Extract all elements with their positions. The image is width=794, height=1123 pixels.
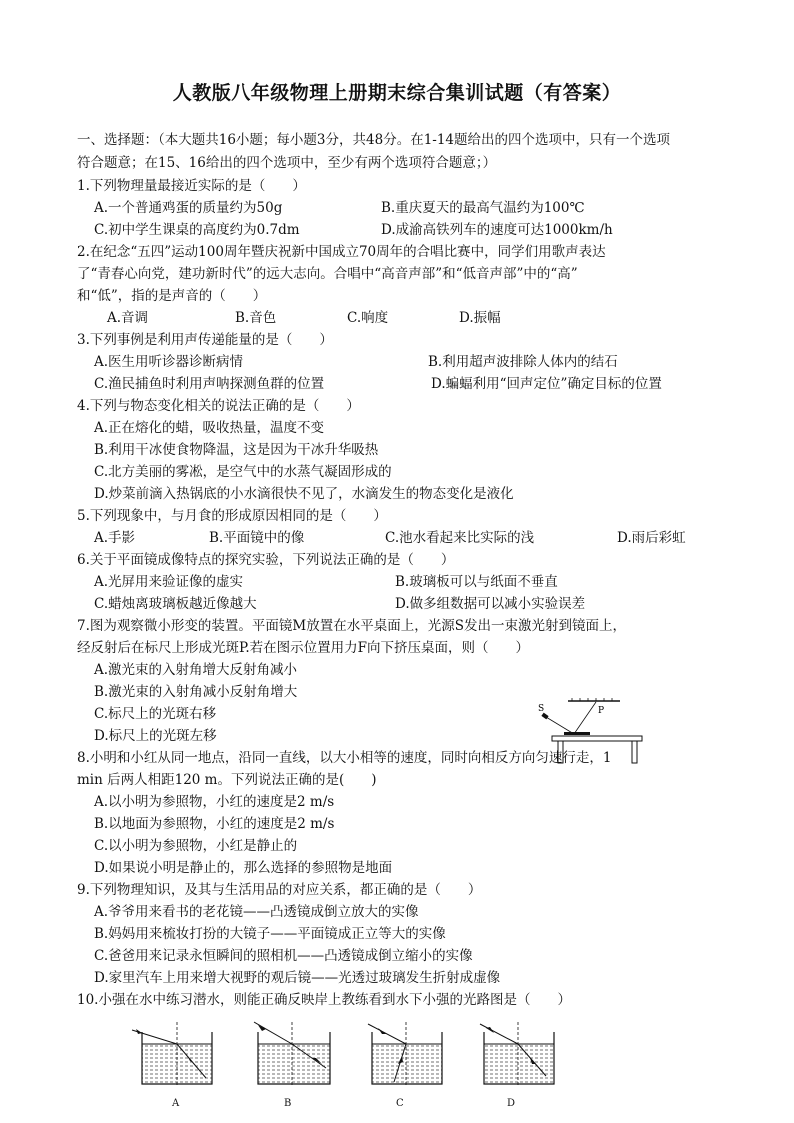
question-9-stem: 9.下列物理知识，及其与生活用品的对应关系，都正确的是（ ） bbox=[77, 882, 482, 898]
question-1-option-d: D.成渝高铁列车的速度可达1000km/h bbox=[381, 222, 613, 238]
ray-in-air bbox=[254, 1022, 292, 1044]
question-9-option-d: D.家里汽车上用来增大视野的观后镜——光透过玻璃发生折射成虚像 bbox=[94, 970, 501, 986]
question-3-option-c: C.渔民捕鱼时利用声呐探测鱼群的位置 bbox=[94, 376, 325, 392]
question-7-line-2: 经反射后在标尺上形成光斑P.若在图示位置用力F向下挤压桌面，则（ ） bbox=[77, 640, 530, 656]
question-9-option-b: B.妈妈用来梳妆打扮的大镜子——平面镜成正立等大的实像 bbox=[94, 926, 446, 942]
light-path-figure-d bbox=[460, 1016, 570, 1096]
question-9-option-c: C.爸爸用来记录永恒瞬间的照相机——凸透镜成倒立缩小的实像 bbox=[94, 948, 473, 964]
question-3-stem: 3.下列事例是利用声传递能量的是（ ） bbox=[77, 332, 333, 348]
ray-in-air bbox=[480, 1024, 518, 1044]
question-7-option-b: B.激光束的入射角减小反射角增大 bbox=[94, 684, 298, 700]
question-2-option-b: B.音色 bbox=[235, 310, 277, 326]
spot-label: P bbox=[598, 706, 605, 716]
question-7-option-a: A.激光束的入射角增大反射角减小 bbox=[94, 662, 298, 678]
question-2-line-1: 2.在纪念“五四”运动100周年暨庆祝新中国成立70周年的合唱比赛中，同学们用歌声表达 bbox=[77, 244, 606, 260]
question-5-option-a: A.手影 bbox=[94, 530, 136, 546]
question-8-option-d: D.如果说小明是静止的，那么选择的参照物是地面 bbox=[94, 860, 393, 876]
question-1-option-b: B.重庆夏天的最高气温约为100℃ bbox=[381, 200, 585, 216]
question-2-option-c: C.响度 bbox=[347, 310, 389, 326]
question-7-option-d: D.标尺上的光斑左移 bbox=[94, 728, 217, 744]
question-8-line-1: 8.小明和小红从同一地点，沿同一直线，以大小相等的速度，同时向相反方向匀速行走，1 bbox=[77, 750, 612, 766]
water bbox=[484, 1044, 554, 1084]
question-5-stem: 5.下列现象中，与月食的形成原因相同的是（ ） bbox=[77, 508, 387, 524]
question-8-option-a: A.以小明为参照物，小红的速度是2 m/s bbox=[94, 794, 335, 810]
question-10-stem: 10.小强在水中练习潜水，则能正确反映岸上教练看到水下小强的光路图是（ ） bbox=[77, 992, 571, 1008]
question-6-option-b: B.玻璃板可以与纸面不垂直 bbox=[395, 574, 558, 590]
light-path-figure-c bbox=[346, 1016, 456, 1096]
reflected-beam bbox=[574, 702, 596, 734]
question-6-option-d: D.做多组数据可以减小实验误差 bbox=[395, 596, 586, 612]
light-path-figure-a bbox=[120, 1016, 230, 1096]
plane-mirror bbox=[564, 732, 590, 735]
question-4-option-b: B.利用干冰使食物降温，这是因为干冰升华吸热 bbox=[94, 442, 379, 458]
question-8-line-2: min 后两人相距120 m。下列说法正确的是( ) bbox=[77, 772, 377, 788]
question-4-option-d: D.炒菜前滴入热锅底的小水滴很快不见了，水滴发生的物态变化是液化 bbox=[94, 486, 514, 502]
light-source-label: S bbox=[538, 704, 545, 714]
question-3-option-a: A.医生用听诊器诊断病情 bbox=[94, 354, 244, 370]
light-path-figure-b bbox=[232, 1016, 342, 1096]
question-7-line-1: 7.图为观察微小形变的装置。平面镜M放置在水平桌面上，光源S发出一束激光射到镜面上， bbox=[77, 618, 626, 634]
section-instructions-line-1: 一、选择题：（本大题共16小题；每小题3分，共48分。在1-14题给出的四个选项中，只有一个选项 bbox=[77, 132, 671, 148]
water bbox=[372, 1044, 442, 1084]
table-top bbox=[552, 736, 642, 741]
question-1-option-a: A.一个普通鸡蛋的质量约为50g bbox=[94, 200, 283, 216]
question-2-line-2: 了“青春心向党，建功新时代”的远大志向。合唱中“高音声部”和“低音声部”中的“高” bbox=[77, 266, 578, 282]
incident-beam bbox=[546, 717, 574, 734]
question-4-option-c: C.北方美丽的雾凇，是空气中的水蒸气凝固形成的 bbox=[94, 464, 392, 480]
water bbox=[258, 1044, 330, 1084]
question-1-option-c: C.初中学生课桌的高度约为0.7dm bbox=[94, 222, 300, 238]
question-6-option-c: C.蜡烛离玻璃板越近像越大 bbox=[94, 596, 257, 612]
question-1-stem: 1.下列物理量最接近实际的是（ ） bbox=[77, 178, 306, 194]
question-3-option-d: D.蝙蝠利用“回声定位”确定目标的位置 bbox=[431, 376, 662, 392]
ray-in-air bbox=[368, 1024, 406, 1044]
question-2-option-d: D.振幅 bbox=[459, 310, 501, 326]
page-title: 人教版八年级物理上册期末综合集训试题（有答案） bbox=[172, 82, 622, 104]
question-2-line-3: 和“低”，指的是声音的（ ） bbox=[77, 288, 267, 304]
section-instructions-line-2: 符合题意；在15、16给出的四个选项中，至少有两个选项符合题意；） bbox=[77, 155, 497, 171]
question-5-option-d: D.雨后彩虹 bbox=[617, 530, 686, 546]
table-leg-right bbox=[632, 741, 637, 763]
question-4-option-a: A.正在熔化的蜡，吸收热量，温度不变 bbox=[94, 420, 325, 436]
question-3-option-b: B.利用超声波排除人体内的结石 bbox=[428, 354, 618, 370]
figure-d-label: D bbox=[507, 1098, 516, 1109]
question-8-option-c: C.以小明为参照物，小红是静止的 bbox=[94, 838, 298, 854]
question-5-option-b: B.平面镜中的像 bbox=[209, 530, 305, 546]
question-6-option-a: A.光屏用来验证像的虚实 bbox=[94, 574, 244, 590]
question-7-option-c: C.标尺上的光斑右移 bbox=[94, 706, 217, 722]
question-4-stem: 4.下列与物态变化相关的说法正确的是（ ） bbox=[77, 398, 360, 414]
question-5-option-c: C.池水看起来比实际的浅 bbox=[385, 530, 535, 546]
question-9-option-a: A.爷爷用来看书的老花镜——凸透镜成倒立放大的实像 bbox=[94, 904, 419, 920]
question-2-option-a: A.音调 bbox=[107, 310, 149, 326]
figure-c-label: C bbox=[396, 1098, 404, 1109]
question-8-option-b: B.以地面为参照物，小红的速度是2 m/s bbox=[94, 816, 335, 832]
question-6-stem: 6.关于平面镜成像特点的探究实验，下列说法正确的是（ ） bbox=[77, 552, 455, 568]
figure-b-label: B bbox=[284, 1098, 292, 1109]
figure-a-label: A bbox=[172, 1098, 180, 1109]
